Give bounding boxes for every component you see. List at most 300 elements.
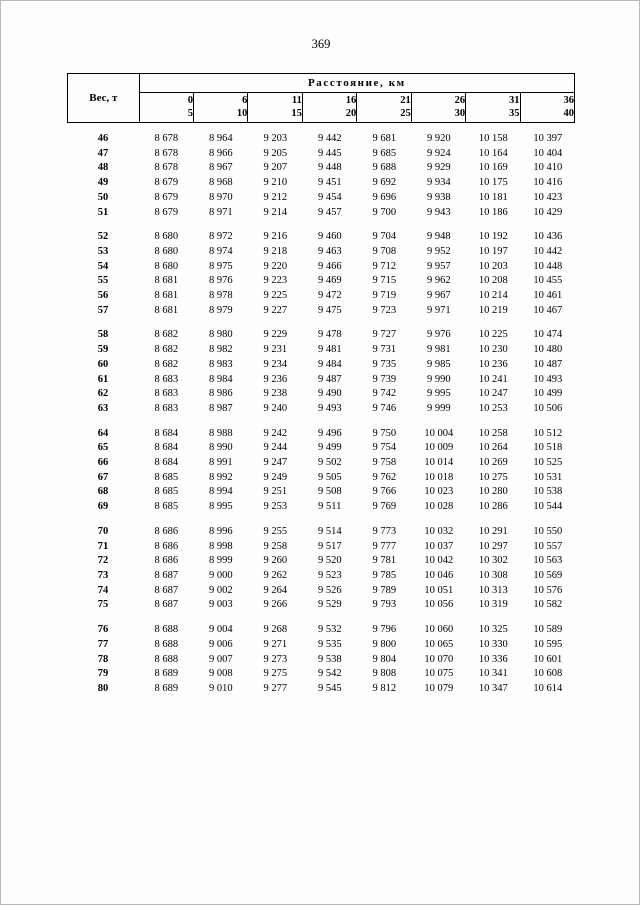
row-value-cell: 9 808 <box>372 668 397 680</box>
freight-rate-table <box>67 73 575 697</box>
row-value-cell: 9 006 <box>208 638 233 650</box>
row-value-cell: 9 490 <box>317 388 342 400</box>
row-value-cell: 9 999 <box>426 402 451 414</box>
row-value-cell: 8 685 <box>154 501 179 513</box>
row-value-cell: 9 715 <box>372 275 397 287</box>
row-value-cell: 10 576 <box>533 584 563 596</box>
header-range-7-bottom: 40 <box>563 107 574 119</box>
row-value-cell: 8 974 <box>208 245 233 257</box>
row-value-cell: 9 266 <box>263 599 288 611</box>
row-value-cell: 9 268 <box>263 624 288 636</box>
row-value-cell: 9 967 <box>426 290 451 302</box>
row-value-cell: 8 679 <box>154 191 179 203</box>
row-value-cell: 8 986 <box>208 388 233 400</box>
row-value-cell: 8 978 <box>208 290 233 302</box>
row-weight-cell: 68 <box>97 486 109 498</box>
table-row <box>67 132 575 147</box>
row-group-spacer-cell <box>67 613 575 623</box>
header-range-5 <box>411 93 465 123</box>
row-weight-cell: 51 <box>97 206 109 218</box>
row-weight-cell: 60 <box>97 358 109 370</box>
row-value-cell: 10 225 <box>478 329 508 341</box>
row-value-cell: 8 688 <box>154 653 179 665</box>
table-row <box>67 653 575 668</box>
row-value-cell: 9 985 <box>426 358 451 370</box>
row-value-cell: 10 595 <box>533 638 563 650</box>
row-value-cell: 9 240 <box>263 402 288 414</box>
row-value-cell: 9 700 <box>372 206 397 218</box>
table-row <box>67 402 575 417</box>
row-value-cell: 8 684 <box>154 457 179 469</box>
table-row <box>67 456 575 471</box>
row-value-cell: 9 212 <box>263 191 288 203</box>
row-value-cell: 10 550 <box>533 525 563 537</box>
row-value-cell: 10 347 <box>478 682 508 694</box>
row-value-cell: 9 929 <box>426 162 451 174</box>
row-value-cell: 9 225 <box>263 290 288 302</box>
row-value-cell: 10 493 <box>533 373 563 385</box>
row-value-cell: 10 461 <box>533 290 563 302</box>
row-weight-cell: 62 <box>97 388 109 400</box>
row-value-cell: 9 207 <box>263 162 288 174</box>
row-group-spacer <box>67 515 575 525</box>
header-range-5-top: 26 <box>454 95 466 107</box>
row-value-cell: 9 502 <box>317 457 342 469</box>
row-weight-cell: 77 <box>97 638 109 650</box>
row-group-spacer <box>67 417 575 427</box>
row-value-cell: 9 251 <box>263 486 288 498</box>
row-value-cell: 8 967 <box>208 162 233 174</box>
row-value-cell: 9 505 <box>317 471 342 483</box>
row-value-cell: 9 990 <box>426 373 451 385</box>
row-value-cell: 9 214 <box>263 206 288 218</box>
row-value-cell: 9 275 <box>263 668 288 680</box>
row-value-cell: 10 028 <box>424 501 454 513</box>
header-range-5-bottom: 30 <box>454 107 466 119</box>
row-value-cell: 9 535 <box>317 638 342 650</box>
row-value-cell: 10 474 <box>533 329 563 341</box>
row-value-cell: 9 812 <box>372 682 397 694</box>
row-value-cell: 10 336 <box>478 653 508 665</box>
row-weight-cell: 75 <box>97 599 109 611</box>
row-value-cell: 9 727 <box>372 329 397 341</box>
row-value-cell: 9 529 <box>317 599 342 611</box>
row-weight-cell: 48 <box>97 162 109 174</box>
row-value-cell: 10 538 <box>533 486 563 498</box>
row-value-cell: 9 952 <box>426 245 451 257</box>
row-value-cell: 9 796 <box>372 624 397 636</box>
row-weight-cell: 58 <box>97 329 109 341</box>
row-value-cell: 8 687 <box>154 599 179 611</box>
row-value-cell: 10 512 <box>533 427 563 439</box>
row-value-cell: 9 520 <box>317 555 342 567</box>
table-row <box>67 682 575 697</box>
header-distance-label: Расстояние, км <box>139 74 574 93</box>
header-range-7 <box>520 93 574 123</box>
row-value-cell: 9 463 <box>317 245 342 257</box>
row-value-cell: 9 484 <box>317 358 342 370</box>
row-value-cell: 10 416 <box>533 177 563 189</box>
row-value-cell: 9 785 <box>372 569 397 581</box>
row-value-cell: 9 454 <box>317 191 342 203</box>
row-value-cell: 8 991 <box>208 457 233 469</box>
row-value-cell: 9 735 <box>372 358 397 370</box>
row-value-cell: 9 508 <box>317 486 342 498</box>
row-value-cell: 10 544 <box>533 501 563 513</box>
row-value-cell: 8 681 <box>154 304 179 316</box>
row-value-cell: 9 685 <box>372 147 397 159</box>
row-value-cell: 10 429 <box>533 206 563 218</box>
row-value-cell: 10 467 <box>533 304 563 316</box>
row-weight-cell: 74 <box>97 584 109 596</box>
row-weight-cell: 69 <box>97 501 109 513</box>
header-range-1-bottom: 10 <box>236 107 248 119</box>
row-value-cell: 8 687 <box>154 569 179 581</box>
table-row <box>67 471 575 486</box>
row-value-cell: 8 689 <box>154 682 179 694</box>
row-value-cell: 9 920 <box>426 133 451 144</box>
row-value-cell: 8 995 <box>208 501 233 513</box>
row-value-cell: 10 589 <box>533 624 563 636</box>
row-value-cell: 8 680 <box>154 245 179 257</box>
row-value-cell: 8 999 <box>208 555 233 567</box>
row-value-cell: 9 800 <box>372 638 397 650</box>
row-value-cell: 9 442 <box>317 133 342 144</box>
header-range-7-top: 36 <box>563 95 574 107</box>
table-row <box>67 206 575 221</box>
row-value-cell: 10 518 <box>533 442 563 454</box>
row-value-cell: 9 769 <box>372 501 397 513</box>
row-value-cell: 9 445 <box>317 147 342 159</box>
table-row <box>67 525 575 540</box>
row-value-cell: 8 686 <box>154 540 179 552</box>
row-value-cell: 8 998 <box>208 540 233 552</box>
row-value-cell: 10 319 <box>478 599 508 611</box>
page-number: 369 <box>311 37 331 51</box>
row-value-cell: 10 280 <box>478 486 508 498</box>
header-range-1-top: 6 <box>242 95 248 107</box>
row-value-cell: 8 971 <box>208 206 233 218</box>
row-value-cell: 10 241 <box>478 373 508 385</box>
row-value-cell: 8 678 <box>154 162 179 174</box>
table-row <box>67 554 575 569</box>
row-value-cell: 10 014 <box>424 457 454 469</box>
row-value-cell: 9 971 <box>426 304 451 316</box>
row-value-cell: 10 009 <box>424 442 454 454</box>
header-range-2-top: 11 <box>291 95 302 107</box>
header-range-2 <box>248 93 302 123</box>
row-value-cell: 10 506 <box>533 402 563 414</box>
header-range-0-top: 0 <box>187 95 193 107</box>
row-value-cell: 10 569 <box>533 569 563 581</box>
row-value-cell: 10 423 <box>533 191 563 203</box>
table-row <box>67 427 575 442</box>
row-value-cell: 9 496 <box>317 427 342 439</box>
row-value-cell: 10 563 <box>533 555 563 567</box>
row-value-cell: 9 466 <box>317 260 342 272</box>
row-value-cell: 9 781 <box>372 555 397 567</box>
row-value-cell: 9 271 <box>263 638 288 650</box>
row-weight-cell: 67 <box>97 471 109 483</box>
table-row <box>67 387 575 402</box>
row-value-cell: 10 018 <box>424 471 454 483</box>
row-weight-cell: 78 <box>97 653 109 665</box>
table-row <box>67 161 575 176</box>
row-value-cell: 10 236 <box>478 358 508 370</box>
row-value-cell: 9 499 <box>317 442 342 454</box>
row-value-cell: 10 525 <box>533 457 563 469</box>
row-value-cell: 9 762 <box>372 471 397 483</box>
row-value-cell: 9 719 <box>372 290 397 302</box>
row-value-cell: 8 996 <box>208 525 233 537</box>
row-value-cell: 9 231 <box>263 344 288 356</box>
row-value-cell: 9 010 <box>208 682 233 694</box>
row-value-cell: 10 023 <box>424 486 454 498</box>
header-range-0 <box>139 93 193 123</box>
row-value-cell: 8 678 <box>154 133 179 144</box>
row-weight-cell: 53 <box>97 245 109 257</box>
row-value-cell: 9 000 <box>208 569 233 581</box>
header-weight-label: Вес, т <box>68 74 140 123</box>
row-value-cell: 9 948 <box>426 231 451 243</box>
row-value-cell: 9 008 <box>208 668 233 680</box>
row-value-cell: 8 976 <box>208 275 233 287</box>
row-value-cell: 8 987 <box>208 402 233 414</box>
row-value-cell: 9 469 <box>317 275 342 287</box>
header-range-4-top: 21 <box>400 95 411 107</box>
row-value-cell: 9 253 <box>263 501 288 513</box>
row-weight-cell: 71 <box>97 540 109 552</box>
row-value-cell: 10 397 <box>533 133 563 144</box>
row-value-cell: 10 042 <box>424 555 454 567</box>
row-weight-cell: 46 <box>97 133 109 144</box>
table-row <box>67 623 575 638</box>
row-value-cell: 9 750 <box>372 427 397 439</box>
row-value-cell: 10 186 <box>478 206 508 218</box>
row-group-spacer <box>67 220 575 230</box>
row-value-cell: 10 480 <box>533 344 563 356</box>
row-value-cell: 9 277 <box>263 682 288 694</box>
row-value-cell: 9 244 <box>263 442 288 454</box>
row-value-cell: 8 984 <box>208 373 233 385</box>
row-value-cell: 8 686 <box>154 525 179 537</box>
row-value-cell: 9 478 <box>317 329 342 341</box>
row-weight-cell: 59 <box>97 344 109 356</box>
header-distance-ranges <box>68 93 575 123</box>
row-value-cell: 10 436 <box>533 231 563 243</box>
row-value-cell: 10 175 <box>478 177 508 189</box>
row-value-cell: 8 964 <box>208 133 233 144</box>
header-range-6 <box>466 93 520 123</box>
row-value-cell: 10 330 <box>478 638 508 650</box>
row-value-cell: 9 273 <box>263 653 288 665</box>
row-weight-cell: 66 <box>97 457 109 469</box>
row-value-cell: 9 545 <box>317 682 342 694</box>
row-value-cell: 9 487 <box>317 373 342 385</box>
row-value-cell: 9 448 <box>317 162 342 174</box>
row-value-cell: 9 511 <box>318 501 342 513</box>
row-value-cell: 9 003 <box>208 599 233 611</box>
row-value-cell: 10 065 <box>424 638 454 650</box>
header-range-4 <box>357 93 411 123</box>
row-value-cell: 8 966 <box>208 147 233 159</box>
row-value-cell: 9 758 <box>372 457 397 469</box>
row-group-spacer-cell <box>67 417 575 427</box>
row-value-cell: 10 608 <box>533 668 563 680</box>
table-row <box>67 245 575 260</box>
row-value-cell: 10 275 <box>478 471 508 483</box>
row-value-cell: 9 712 <box>372 260 397 272</box>
row-value-cell: 9 723 <box>372 304 397 316</box>
row-value-cell: 9 258 <box>263 540 288 552</box>
row-value-cell: 8 968 <box>208 177 233 189</box>
row-group-spacer <box>67 318 575 328</box>
row-value-cell: 10 487 <box>533 358 563 370</box>
header-range-2-bottom: 15 <box>291 107 302 119</box>
row-value-cell: 9 789 <box>372 584 397 596</box>
table-row <box>67 304 575 319</box>
row-value-cell: 8 689 <box>154 668 179 680</box>
row-value-cell: 9 995 <box>426 388 451 400</box>
header-range-3-bottom: 20 <box>345 107 357 119</box>
row-value-cell: 8 682 <box>154 329 179 341</box>
row-value-cell: 10 410 <box>533 162 563 174</box>
row-value-cell: 9 460 <box>317 231 342 243</box>
table-row <box>67 260 575 275</box>
row-value-cell: 10 313 <box>478 584 508 596</box>
row-value-cell: 9 688 <box>372 162 397 174</box>
row-value-cell: 10 601 <box>533 653 563 665</box>
row-value-cell: 8 992 <box>208 471 233 483</box>
table-row <box>67 147 575 162</box>
row-value-cell: 10 297 <box>478 540 508 552</box>
table-row <box>67 540 575 555</box>
table-header <box>67 73 575 123</box>
row-value-cell: 10 004 <box>424 427 454 439</box>
row-weight-cell: 47 <box>97 147 109 159</box>
row-value-cell: 9 692 <box>372 177 397 189</box>
row-value-cell: 10 341 <box>478 668 508 680</box>
row-value-cell: 10 557 <box>533 540 563 552</box>
table-row <box>67 191 575 206</box>
row-value-cell: 8 686 <box>154 555 179 567</box>
row-value-cell: 10 291 <box>478 525 508 537</box>
row-value-cell: 10 075 <box>424 668 454 680</box>
row-value-cell: 10 181 <box>478 191 508 203</box>
row-value-cell: 10 214 <box>478 290 508 302</box>
row-value-cell: 9 255 <box>263 525 288 537</box>
row-value-cell: 9 203 <box>263 133 288 144</box>
row-value-cell: 10 197 <box>478 245 508 257</box>
row-value-cell: 9 260 <box>263 555 288 567</box>
row-value-cell: 8 680 <box>154 260 179 272</box>
row-value-cell: 8 994 <box>208 486 233 498</box>
row-value-cell: 10 258 <box>478 427 508 439</box>
row-value-cell: 8 983 <box>208 358 233 370</box>
row-value-cell: 9 696 <box>372 191 397 203</box>
row-value-cell: 9 262 <box>263 569 288 581</box>
row-value-cell: 10 253 <box>478 402 508 414</box>
row-value-cell: 10 056 <box>424 599 454 611</box>
row-weight-cell: 63 <box>97 402 109 414</box>
row-value-cell: 10 169 <box>478 162 508 174</box>
row-weight-cell: 73 <box>97 569 109 581</box>
table-row <box>67 500 575 515</box>
row-weight-cell: 72 <box>97 555 109 567</box>
row-value-cell: 9 229 <box>263 329 288 341</box>
row-value-cell: 10 060 <box>424 624 454 636</box>
table-row <box>67 638 575 653</box>
row-value-cell: 10 051 <box>424 584 454 596</box>
row-value-cell: 9 731 <box>372 344 397 356</box>
row-weight-cell: 50 <box>97 191 109 203</box>
row-value-cell: 9 205 <box>263 147 288 159</box>
row-value-cell: 9 220 <box>263 260 288 272</box>
row-value-cell: 9 210 <box>263 177 288 189</box>
table-row <box>67 176 575 191</box>
table-row <box>67 289 575 304</box>
row-value-cell: 10 264 <box>478 442 508 454</box>
row-value-cell: 8 980 <box>208 329 233 341</box>
row-value-cell: 9 457 <box>317 206 342 218</box>
row-value-cell: 9 777 <box>372 540 397 552</box>
row-value-cell: 8 681 <box>154 290 179 302</box>
row-value-cell: 9 227 <box>263 304 288 316</box>
header-range-3 <box>302 93 356 123</box>
row-weight-cell: 64 <box>97 427 109 439</box>
table-row <box>67 230 575 245</box>
row-value-cell: 9 007 <box>208 653 233 665</box>
row-value-cell: 10 247 <box>478 388 508 400</box>
row-value-cell: 9 223 <box>263 275 288 287</box>
row-weight-cell: 70 <box>97 525 109 537</box>
row-value-cell: 10 325 <box>478 624 508 636</box>
row-value-cell: 9 934 <box>426 177 451 189</box>
row-value-cell: 8 683 <box>154 373 179 385</box>
row-value-cell: 9 218 <box>263 245 288 257</box>
row-value-cell: 8 685 <box>154 471 179 483</box>
row-value-cell: 9 746 <box>372 402 397 414</box>
row-weight-cell: 79 <box>97 668 109 680</box>
table-row <box>67 343 575 358</box>
row-value-cell: 8 684 <box>154 442 179 454</box>
row-value-cell: 9 517 <box>317 540 342 552</box>
row-value-cell: 9 249 <box>263 471 288 483</box>
row-weight-cell: 52 <box>97 231 109 243</box>
row-value-cell: 10 582 <box>533 599 563 611</box>
row-value-cell: 9 542 <box>317 668 342 680</box>
row-value-cell: 8 681 <box>154 275 179 287</box>
row-value-cell: 9 981 <box>426 344 451 356</box>
row-value-cell: 8 679 <box>154 177 179 189</box>
table-row <box>67 598 575 613</box>
row-value-cell: 8 684 <box>154 427 179 439</box>
row-value-cell: 8 975 <box>208 260 233 272</box>
row-weight-cell: 76 <box>97 624 109 636</box>
table-row <box>67 569 575 584</box>
row-value-cell: 9 472 <box>317 290 342 302</box>
row-value-cell: 9 754 <box>372 442 397 454</box>
row-value-cell: 8 972 <box>208 231 233 243</box>
row-value-cell: 8 683 <box>154 388 179 400</box>
table-row <box>67 485 575 500</box>
row-value-cell: 10 164 <box>478 147 508 159</box>
row-value-cell: 9 475 <box>317 304 342 316</box>
row-value-cell: 9 804 <box>372 653 397 665</box>
header-range-1 <box>194 93 248 123</box>
row-weight-cell: 49 <box>97 177 109 189</box>
row-value-cell: 9 962 <box>426 275 451 287</box>
